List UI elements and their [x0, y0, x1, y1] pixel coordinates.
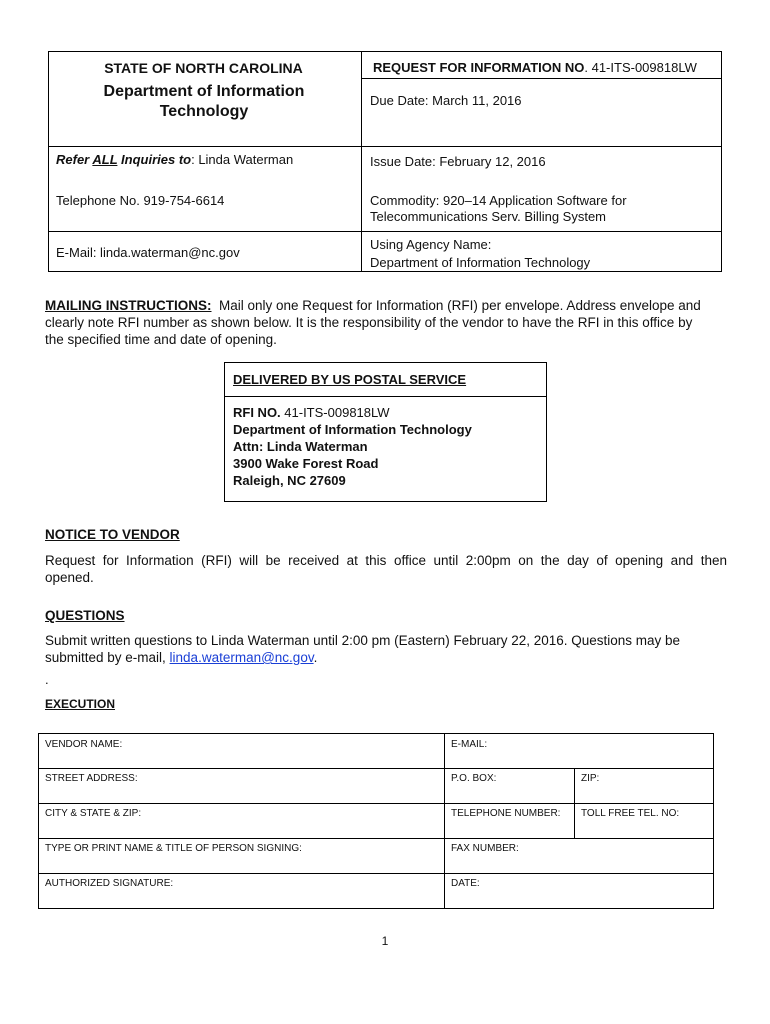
toll-free-field[interactable]: TOLL FREE TEL. NO: — [581, 808, 680, 819]
table-rule — [39, 803, 713, 804]
header-rule — [49, 146, 721, 147]
mailing-address — [233, 404, 472, 489]
delivery-method: DELIVERED BY US POSTAL SERVICE — [233, 372, 467, 387]
commodity-line: Telecommunications Serv. Billing System — [370, 209, 607, 224]
po-box-field[interactable]: P.O. BOX: — [451, 773, 497, 784]
inquiries-contact — [56, 152, 293, 167]
telephone: Telephone No. 919-754-6614 — [56, 193, 225, 208]
zip-field[interactable]: ZIP: — [581, 773, 600, 784]
table-divider — [444, 734, 445, 909]
signer-name-field[interactable]: TYPE OR PRINT NAME & TITLE OF PERSON SIGNING: — [45, 843, 302, 854]
contact-name: : Linda Waterman — [191, 152, 294, 167]
rfi-number: . 41-ITS-009818LW — [584, 60, 697, 75]
department-name — [79, 82, 329, 122]
table-rule — [39, 768, 713, 769]
execution-table — [38, 733, 714, 909]
questions-line — [45, 649, 727, 666]
issue-date: Issue Date: February 12, 2016 — [370, 154, 546, 169]
mailing-line: Mail only one Request for Information (RFI) per envelope. Address envelope and — [219, 298, 701, 313]
questions-line: Submit written questions to Linda Waterman until 2:00 pm (Eastern) February 22, 2016. Questions may be — [45, 633, 681, 648]
email-link[interactable]: linda.waterman@nc.gov — [169, 650, 314, 665]
mailing-instructions — [45, 297, 727, 348]
mailing-line: the specified time and date of opening. — [45, 332, 277, 347]
street-address-field[interactable]: STREET ADDRESS: — [45, 773, 138, 784]
table-rule — [39, 838, 713, 839]
refer-suffix: Inquiries to — [117, 152, 192, 167]
page-number: 1 — [381, 934, 389, 948]
address-line: Department of Information Technology — [233, 422, 472, 437]
address-line: Attn: Linda Waterman — [233, 439, 368, 454]
rfi-title — [373, 60, 697, 75]
table-rule — [39, 873, 713, 874]
vendor-name-field[interactable]: VENDOR NAME: — [45, 739, 123, 750]
state-name: STATE OF NORTH CAROLINA — [104, 60, 303, 76]
header-rule — [361, 78, 721, 79]
questions-text — [45, 632, 727, 666]
vendor-email-field[interactable]: E-MAIL: — [451, 739, 488, 750]
questions-line-prefix: submitted by e-mail, — [45, 650, 170, 665]
refer-all: ALL — [92, 152, 118, 167]
address-rfi-number: 41-ITS-009818LW — [280, 405, 390, 420]
notice-line: opened. — [45, 570, 94, 585]
agency-label: Using Agency Name: — [370, 237, 492, 252]
address-rfi-line — [233, 404, 472, 421]
questions-heading: QUESTIONS — [45, 608, 125, 623]
signature-field[interactable]: AUTHORIZED SIGNATURE: — [45, 878, 174, 889]
address-line: 3900 Wake Forest Road — [233, 456, 379, 471]
mailing-address-box — [224, 362, 547, 502]
using-agency — [370, 236, 590, 272]
execution-heading: EXECUTION — [45, 697, 116, 711]
header-divider — [361, 52, 362, 271]
agency-name: Department of Information Technology — [370, 255, 591, 270]
city-state-zip-field[interactable]: CITY & STATE & ZIP: — [45, 808, 142, 819]
address-line: Raleigh, NC 27609 — [233, 473, 346, 488]
stray-period: . — [45, 672, 49, 687]
address-rfi-label: RFI NO. — [233, 405, 281, 420]
date-field[interactable]: DATE: — [451, 878, 480, 889]
questions-line-suffix: . — [313, 650, 318, 665]
fax-field[interactable]: FAX NUMBER: — [451, 843, 519, 854]
refer-prefix: Refer — [56, 152, 93, 167]
commodity-line: Commodity: 920–14 Application Software for — [370, 193, 627, 208]
telephone-field[interactable]: TELEPHONE NUMBER: — [451, 808, 561, 819]
table-divider — [574, 768, 575, 838]
notice-text — [45, 552, 727, 586]
mailing-line: clearly note RFI number as shown below. It is the responsibility of the vendor to have the RFI in this office by — [45, 315, 693, 330]
mailing-heading: MAILING INSTRUCTIONS: — [45, 298, 212, 313]
rfi-label: REQUEST FOR INFORMATION NO — [373, 60, 585, 75]
notice-line: Request for Information (RFI) will be received at this office until 2:00pm on the day of opening and then — [45, 553, 727, 568]
department-line: Department of Information — [103, 83, 305, 100]
header-rule — [49, 231, 721, 232]
contact-email: E-Mail: linda.waterman@nc.gov — [56, 245, 240, 260]
address-box-rule — [225, 396, 546, 397]
notice-heading: NOTICE TO VENDOR — [45, 527, 180, 542]
department-line: Technology — [159, 103, 249, 120]
due-date: Due Date: March 11, 2016 — [370, 93, 522, 108]
header-table — [48, 51, 722, 272]
commodity — [370, 193, 627, 225]
